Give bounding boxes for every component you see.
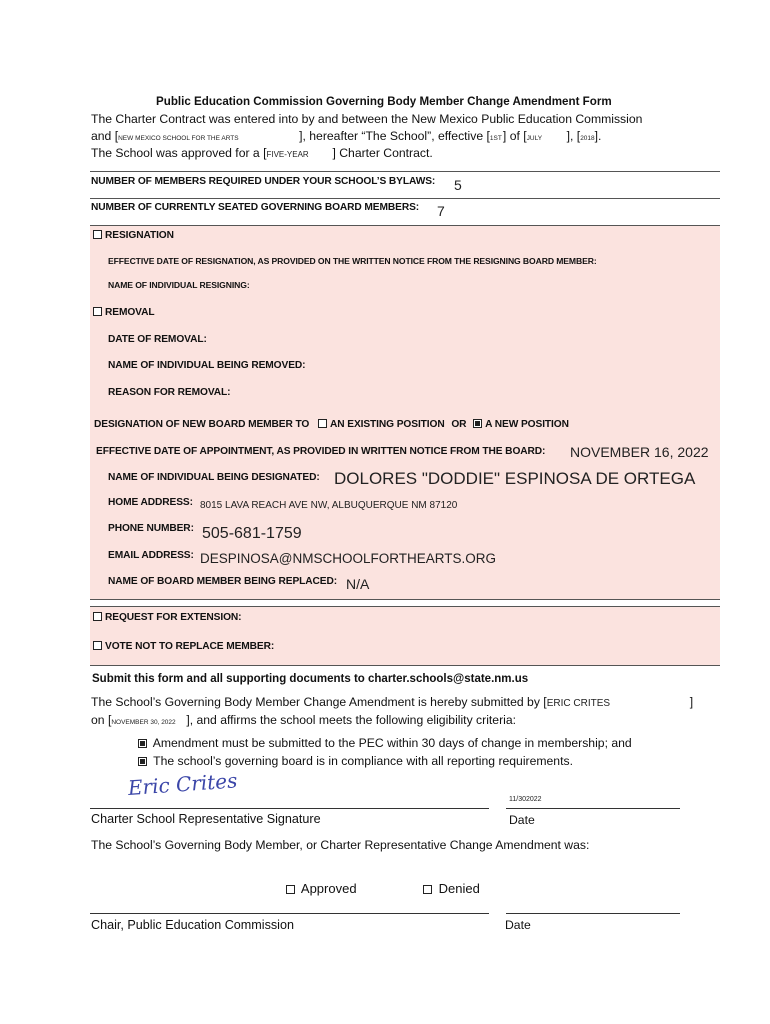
removal-reason-label: REASON FOR REMOVAL: bbox=[108, 387, 231, 398]
approved-checkbox[interactable] bbox=[286, 885, 295, 894]
members-seated-label: NUMBER OF CURRENTLY SEATED GOVERNING BOARD MEMBERS: bbox=[91, 202, 420, 213]
home-address-label: HOME ADDRESS: bbox=[108, 497, 193, 508]
submit-line-2: on [NOVEMBER 30, 2022 ], and affirms the school meets the following eligibility criteria: bbox=[91, 713, 517, 727]
chair-caption: Chair, Public Education Commission bbox=[91, 918, 294, 932]
term-field[interactable]: FIVE-YEAR bbox=[266, 150, 309, 159]
chair-signature-line bbox=[90, 913, 489, 914]
submit-date-field[interactable]: NOVEMBER 30, 2022 bbox=[111, 719, 176, 726]
signature-date-value[interactable]: 11/302022 bbox=[509, 796, 542, 803]
result-text: The School’s Governing Body Member, or Charter Representative Change Amendment was: bbox=[91, 838, 590, 852]
denied-option[interactable]: Denied bbox=[423, 881, 480, 896]
approved-option[interactable]: Approved bbox=[286, 881, 357, 896]
effective-day-field[interactable]: 1ST bbox=[489, 135, 502, 142]
members-required-label: NUMBER OF MEMBERS REQUIRED UNDER YOUR SCHOOL’S BYLAWS: bbox=[91, 176, 436, 187]
signature-date-line bbox=[506, 808, 680, 809]
school-name-field[interactable]: NEW MEXICO SCHOOL FOR THE ARTS bbox=[118, 135, 239, 142]
representative-signature: Eric Crites bbox=[127, 768, 239, 800]
divider bbox=[90, 198, 720, 199]
members-seated-value[interactable]: 7 bbox=[437, 203, 445, 219]
effective-year-field[interactable]: 2018 bbox=[580, 135, 595, 142]
intro-line-3: The School was approved for a [FIVE-YEAR ] Charter Contract. bbox=[91, 146, 433, 160]
signature-date-caption: Date bbox=[509, 813, 535, 827]
designation-row: DESIGNATION OF NEW BOARD MEMBER TO AN EXISTING POSITION OR A NEW POSITION bbox=[94, 419, 569, 430]
removal-checkbox[interactable] bbox=[93, 307, 102, 316]
appointment-date-label: EFFECTIVE DATE OF APPOINTMENT, AS PROVIDED IN WRITTEN NOTICE FROM THE BOARD: bbox=[96, 446, 546, 457]
extension-checkbox[interactable] bbox=[93, 612, 102, 621]
submit-heading: Submit this form and all supporting documents to charter.schools@state.nm.us bbox=[92, 673, 529, 685]
effective-month-field[interactable]: JULY bbox=[526, 135, 543, 142]
chair-date-line bbox=[506, 913, 680, 914]
criteria-2-checkbox[interactable] bbox=[138, 757, 147, 766]
resignation-date-label: EFFECTIVE DATE OF RESIGNATION, AS PROVIDED ON THE WRITTEN NOTICE FROM THE RESIGNING BOARD MEMBER: bbox=[108, 256, 597, 266]
criteria-1-checkbox[interactable] bbox=[138, 739, 147, 748]
new-position-checkbox[interactable] bbox=[473, 419, 482, 428]
appointment-date-value[interactable]: NOVEMBER 16, 2022 bbox=[570, 444, 709, 460]
submit-line-1: The School’s Governing Body Member Change Amendment is hereby submitted by [ERIC CRITES ] bbox=[91, 695, 694, 709]
replaced-member-label: NAME OF BOARD MEMBER BEING REPLACED: bbox=[108, 576, 338, 587]
email-value[interactable]: DESPINOSA@NMSCHOOLFORTHEARTS.ORG bbox=[200, 551, 496, 566]
members-required-value[interactable]: 5 bbox=[454, 177, 462, 193]
designee-name-label: NAME OF INDIVIDUAL BEING DESIGNATED: bbox=[108, 472, 320, 483]
resignation-option[interactable]: RESIGNATION bbox=[93, 230, 174, 241]
phone-value[interactable]: 505-681-1759 bbox=[202, 525, 302, 542]
resignation-checkbox[interactable] bbox=[93, 230, 102, 239]
phone-label: PHONE NUMBER: bbox=[108, 523, 194, 534]
removal-name-label: NAME OF INDIVIDUAL BEING REMOVED: bbox=[108, 360, 306, 371]
criteria-2: The school’s governing board is in compliance with all reporting requirements. bbox=[138, 754, 573, 768]
designee-name-value[interactable]: DOLORES "DODDIE" ESPINOSA DE ORTEGA bbox=[334, 469, 696, 488]
new-position-label: A NEW POSITION bbox=[485, 419, 569, 430]
divider bbox=[90, 171, 720, 172]
chair-date-caption: Date bbox=[505, 918, 531, 932]
intro-line-2: and [NEW MEXICO SCHOOL FOR THE ARTS ], hereafter “The School”, effective [1ST] of [JULY ], [2018]. bbox=[91, 129, 602, 143]
email-label: EMAIL ADDRESS: bbox=[108, 550, 194, 561]
form-title: Public Education Commission Governing Body Member Change Amendment Form bbox=[156, 95, 612, 108]
signature-caption: Charter School Representative Signature bbox=[91, 812, 321, 826]
existing-position-checkbox[interactable] bbox=[318, 419, 327, 428]
signature-line bbox=[90, 808, 489, 809]
removal-option[interactable]: REMOVAL bbox=[93, 307, 154, 318]
replaced-member-value[interactable]: N/A bbox=[346, 576, 370, 592]
home-address-value[interactable]: 8015 LAVA REACH AVE NW, ALBUQUERQUE NM 87120 bbox=[200, 500, 458, 511]
resignation-name-label: NAME OF INDIVIDUAL RESIGNING: bbox=[108, 280, 250, 290]
extension-option[interactable]: REQUEST FOR EXTENSION: bbox=[93, 612, 241, 623]
vote-option[interactable]: VOTE NOT TO REPLACE MEMBER: bbox=[93, 641, 274, 652]
submitter-field[interactable]: ERIC CRITES bbox=[546, 698, 611, 709]
vote-checkbox[interactable] bbox=[93, 641, 102, 650]
denied-checkbox[interactable] bbox=[423, 885, 432, 894]
intro-line-1: The Charter Contract was entered into by and between the New Mexico Public Education Commission bbox=[91, 112, 643, 126]
existing-position-label: AN EXISTING POSITION bbox=[330, 419, 445, 430]
criteria-1: Amendment must be submitted to the PEC within 30 days of change in membership; and bbox=[138, 736, 632, 750]
removal-date-label: DATE OF REMOVAL: bbox=[108, 334, 207, 345]
